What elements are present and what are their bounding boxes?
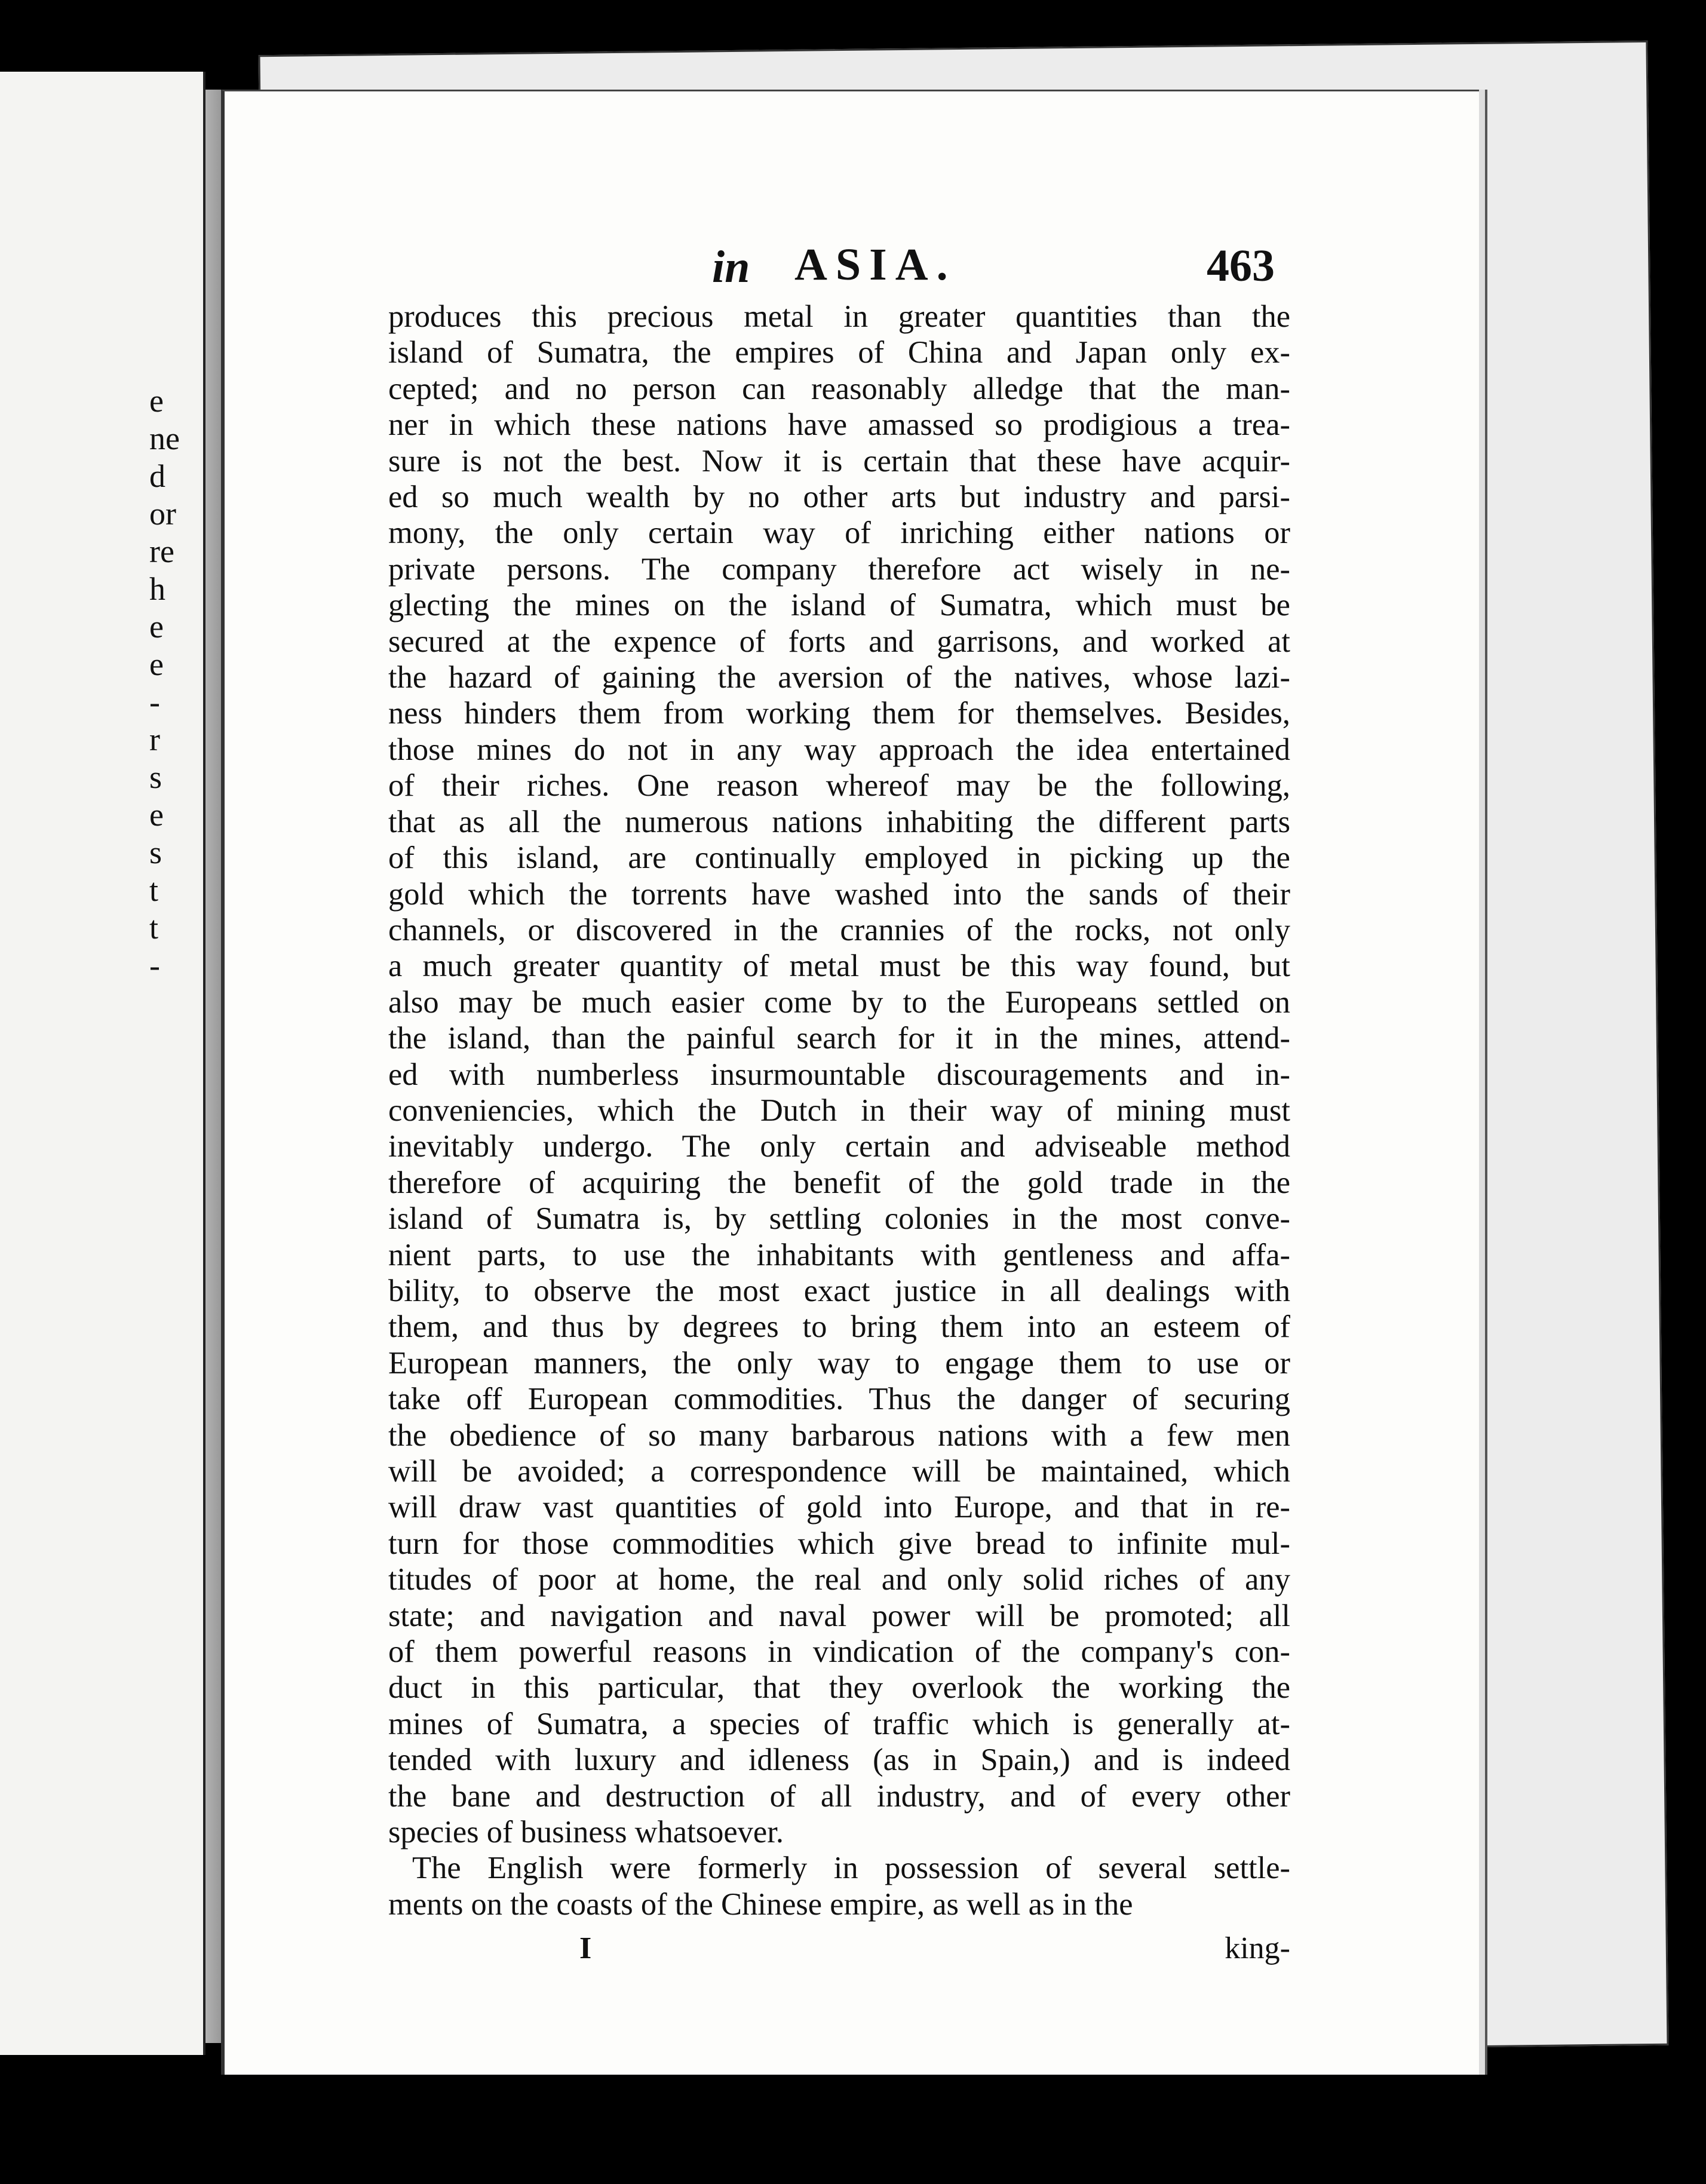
text-line: tended with luxury and idleness (as in Spain,) and is indeed xyxy=(388,1743,1290,1778)
text-line: take off European commodities. Thus the danger of securing xyxy=(388,1382,1290,1417)
text-line: the obedience of so many barbarous nations with a few men xyxy=(388,1418,1290,1453)
text-line: produces this precious metal in greater quantities than the xyxy=(388,299,1290,334)
text-line: island of Sumatra is, by settling colonies in the most conve- xyxy=(388,1201,1290,1237)
text-line: secured at the expence of forts and garrisons, and worked at xyxy=(388,624,1290,659)
text-line: therefore of acquiring the benefit of the gold trade in the xyxy=(388,1165,1290,1200)
text-line: a much greater quantity of metal must be this way found, but xyxy=(388,949,1290,984)
text-line: that as all the numerous nations inhabiting the different parts xyxy=(388,804,1290,839)
page-number: 463 xyxy=(1207,241,1275,291)
left-page-mark: ne xyxy=(149,421,180,456)
body-text xyxy=(388,299,1290,1922)
left-page-mark: e xyxy=(149,646,164,682)
text-line: mines of Sumatra, a species of traffic which is generally at- xyxy=(388,1706,1290,1741)
signature-mark: I xyxy=(579,1931,592,1965)
text-line: mony, the only certain way of inriching either nations or xyxy=(388,516,1290,551)
text-line: ner in which these nations have amassed so prodigious a trea- xyxy=(388,407,1290,443)
text-line: European manners, the only way to engage them to use or xyxy=(388,1345,1290,1381)
left-page-mark: e xyxy=(149,609,164,645)
text-line: those mines do not in any way approach the idea entertained xyxy=(388,732,1290,767)
text-line: ed so much wealth by no other arts but industry and parsi- xyxy=(388,480,1290,515)
left-page-mark: t xyxy=(149,872,159,908)
left-page-mark: t xyxy=(149,910,159,946)
text-line: nient parts, to use the inhabitants with gentleness and affa- xyxy=(388,1237,1290,1272)
running-head-prefix: in xyxy=(712,242,750,292)
text-line: The English were formerly in possession of several settle- xyxy=(412,1851,1290,1886)
text-line: private persons. The company therefore act wisely in ne- xyxy=(388,551,1290,587)
text-line: channels, or discovered in the crannies of the rocks, not only xyxy=(388,912,1290,947)
text-line: of this island, are continually employed in picking up the xyxy=(388,841,1290,876)
text-line: cepted; and no person can reasonably alledge that the man- xyxy=(388,371,1290,406)
text-line: of them powerful reasons in vindication of the company's con- xyxy=(388,1634,1290,1670)
text-line: species of business whatsoever. xyxy=(388,1815,784,1850)
text-line: ness hinders them from working them for themselves. Besides, xyxy=(388,696,1290,731)
text-line: ments on the coasts of the Chinese empire, as well as in the xyxy=(388,1887,1133,1922)
left-page-mark: e xyxy=(149,383,164,419)
text-line: inevitably undergo. The only certain and adviseable method xyxy=(388,1129,1290,1164)
text-line: the hazard of gaining the aversion of the natives, whose lazi- xyxy=(388,660,1290,695)
text-line: conveniencies, which the Dutch in their way of mining must xyxy=(388,1093,1290,1128)
left-page-mark: d xyxy=(149,458,165,494)
left-page-mark: e xyxy=(149,797,164,833)
left-page-mark: - xyxy=(149,947,160,983)
text-line: glecting the mines on the island of Sumatra, which must be xyxy=(388,588,1290,623)
running-head-title: ASIA. xyxy=(794,240,956,290)
text-line: ed with numberless insurmountable discouragements and in- xyxy=(388,1057,1290,1092)
text-line: gold which the torrents have washed into the sands of their xyxy=(388,876,1290,912)
text-line: them, and thus by degrees to bring them into an esteem of xyxy=(388,1309,1290,1345)
text-line: will draw vast quantities of gold into Europe, and that in re- xyxy=(388,1490,1290,1525)
left-page-mark: - xyxy=(149,684,160,720)
left-page-mark: or xyxy=(149,496,176,532)
left-page-mark: s xyxy=(149,759,162,795)
left-page-mark: s xyxy=(149,835,162,870)
page-footer xyxy=(388,1931,1290,1979)
left-page-mark: r xyxy=(149,722,160,757)
left-page-mark: re xyxy=(149,533,174,569)
text-line: turn for those commodities which give bread to infinite mul- xyxy=(388,1526,1290,1561)
catchword: king- xyxy=(1225,1931,1290,1965)
text-line: bility, to observe the most exact justice in all dealings with xyxy=(388,1273,1290,1308)
left-page-edge xyxy=(0,72,205,2055)
left-page-marks xyxy=(149,382,185,984)
text-line: sure is not the best. Now it is certain that these have acquir- xyxy=(388,443,1290,478)
text-line: the island, than the painful search for it in the mines, attend- xyxy=(388,1021,1290,1056)
text-line: duct in this particular, that they overlook the working the xyxy=(388,1670,1290,1706)
text-line: of their riches. One reason whereof may be the following, xyxy=(388,768,1290,803)
text-line: will be avoided; a correspondence will be maintained, which xyxy=(388,1454,1290,1489)
text-line: state; and navigation and naval power will be promoted; all xyxy=(388,1598,1290,1633)
left-page-mark: h xyxy=(149,571,165,607)
text-line: titudes of poor at home, the real and only solid riches of any xyxy=(388,1562,1290,1597)
running-head xyxy=(699,239,1296,299)
text-line: also may be much easier come by to the Europeans settled on xyxy=(388,984,1290,1020)
text-line: the bane and destruction of all industry, and of every other xyxy=(388,1778,1290,1814)
text-line: island of Sumatra, the empires of China and Japan only ex- xyxy=(388,335,1290,370)
